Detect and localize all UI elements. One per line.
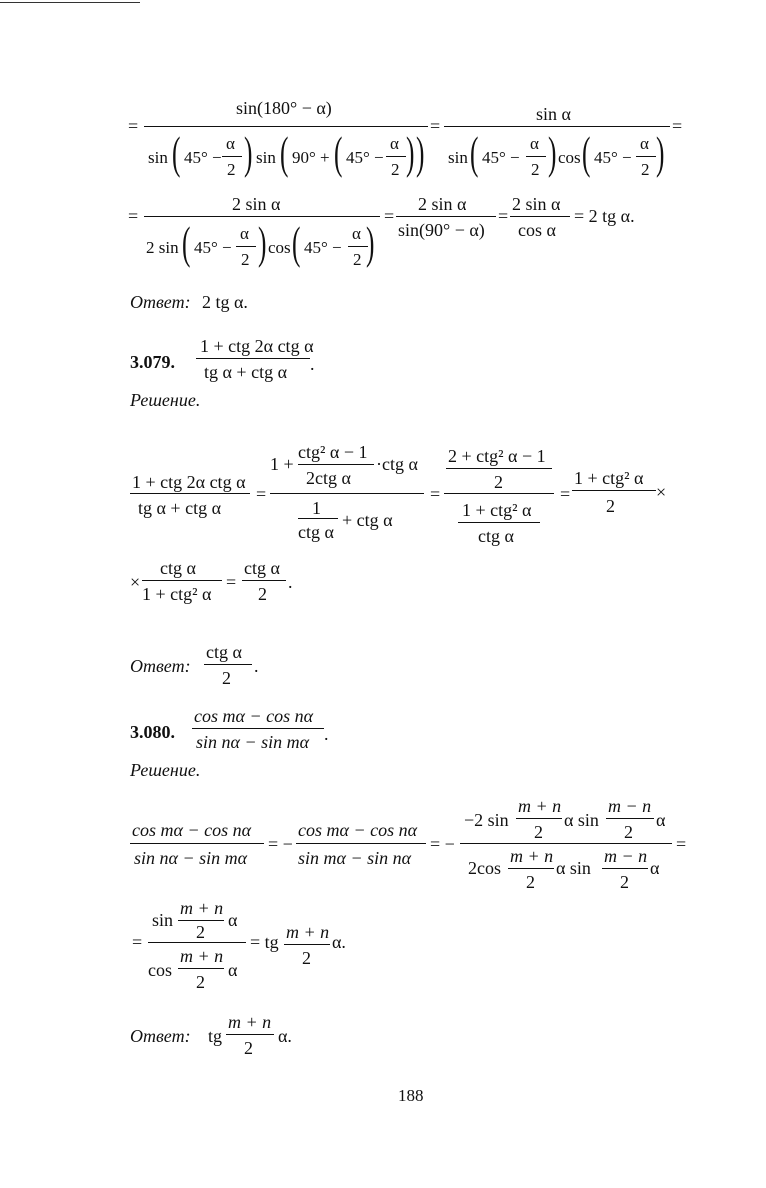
result-tail: α. bbox=[332, 932, 346, 952]
equals: = bbox=[676, 834, 687, 854]
problem-numerator: cos mα − cos nα bbox=[194, 706, 314, 726]
fraction-bar bbox=[296, 843, 426, 844]
small-numerator: 2 + ctg² α − 1 bbox=[448, 446, 546, 466]
small-fraction-bar bbox=[236, 246, 256, 247]
denominator-part: sin bbox=[448, 148, 468, 167]
left-paren: ( bbox=[182, 217, 191, 268]
denominator: sin(90° − α) bbox=[398, 220, 485, 240]
small-denominator: 2 bbox=[641, 160, 650, 179]
denominator-part: 45° − bbox=[346, 148, 384, 167]
small-denominator: ctg α bbox=[298, 522, 334, 542]
answer-label: Ответ: bbox=[130, 1026, 191, 1046]
denominator-part: 2cos bbox=[468, 858, 501, 878]
left-paren: ( bbox=[292, 217, 301, 268]
small-fraction-bar bbox=[526, 156, 546, 157]
right-paren: ) bbox=[406, 127, 415, 178]
small-numerator: α bbox=[226, 134, 235, 153]
small-denominator: 2 bbox=[196, 922, 205, 942]
equals: = bbox=[226, 572, 237, 592]
denominator: 1 + ctg² α bbox=[142, 584, 212, 604]
left-paren: ( bbox=[172, 127, 181, 178]
small-denominator: 2 bbox=[526, 872, 535, 892]
period: . bbox=[310, 354, 315, 374]
small-denominator: 2 bbox=[624, 822, 633, 842]
small-fraction-bar bbox=[178, 920, 224, 921]
left-paren: ( bbox=[470, 127, 479, 178]
equals: = bbox=[498, 206, 509, 226]
denominator-part: 90° + bbox=[292, 148, 330, 167]
denominator-part: 2 sin bbox=[146, 238, 179, 257]
equals-tg: = tg bbox=[250, 932, 279, 952]
numerator: cos mα − cos nα bbox=[132, 820, 252, 840]
denominator-part: sin bbox=[256, 148, 276, 167]
numerator-part: ·ctg α bbox=[376, 454, 418, 474]
small-denominator: 2 bbox=[391, 160, 400, 179]
result: = 2 tg α. bbox=[574, 206, 635, 226]
equals: = bbox=[430, 116, 441, 136]
small-numerator: α bbox=[352, 224, 361, 243]
denominator-part: + ctg α bbox=[342, 510, 393, 530]
numerator: sin(180° − α) bbox=[236, 98, 332, 118]
fraction-bar bbox=[572, 490, 656, 491]
denominator: 2 bbox=[606, 496, 615, 516]
period: . bbox=[288, 572, 293, 592]
small-fraction-bar bbox=[348, 246, 368, 247]
numerator: sin α bbox=[536, 104, 571, 124]
denominator: sin mα − sin nα bbox=[298, 848, 412, 868]
answer-tail: α. bbox=[278, 1026, 292, 1046]
fraction-bar bbox=[130, 493, 250, 494]
small-fraction-bar bbox=[508, 868, 554, 869]
problem-numerator: 1 + ctg 2α ctg α bbox=[200, 336, 314, 356]
numerator: 2 sin α bbox=[418, 194, 467, 214]
equals-minus: = − bbox=[268, 834, 293, 854]
equals: = bbox=[384, 206, 395, 226]
small-denominator: 2 bbox=[241, 250, 250, 269]
small-numerator: 1 bbox=[312, 498, 321, 518]
numerator-part: −2 sin bbox=[464, 810, 509, 830]
small-numerator: m + n bbox=[180, 898, 224, 918]
small-numerator: m + n bbox=[518, 796, 562, 816]
solution-label: Решение. bbox=[130, 390, 201, 410]
right-paren: ) bbox=[656, 127, 665, 178]
small-denominator: 2 bbox=[196, 972, 205, 992]
denominator: tg α + ctg α bbox=[138, 498, 222, 518]
denominator-part: 45° − bbox=[194, 238, 232, 257]
equals: = bbox=[128, 116, 139, 136]
numerator-part: α bbox=[228, 910, 238, 930]
small-fraction-bar bbox=[602, 868, 648, 869]
small-denominator: ctg α bbox=[478, 526, 514, 546]
scan-top-line bbox=[0, 2, 140, 3]
small-denominator: 2ctg α bbox=[306, 468, 351, 488]
fraction-bar bbox=[204, 664, 252, 665]
small-fraction-bar bbox=[298, 464, 374, 465]
small-denominator: 2 bbox=[353, 250, 362, 269]
fraction-bar bbox=[396, 216, 496, 217]
right-paren: ) bbox=[548, 127, 557, 178]
numerator: 1 + ctg² α bbox=[574, 468, 644, 488]
small-fraction-bar bbox=[458, 522, 540, 523]
small-fraction-bar bbox=[222, 156, 242, 157]
fraction-bar bbox=[148, 942, 246, 943]
right-paren: ) bbox=[416, 127, 425, 178]
problem-number: 3.080. bbox=[130, 722, 175, 742]
right-paren: ) bbox=[258, 217, 267, 268]
times-sign: × bbox=[130, 572, 141, 592]
answer-label: Ответ: bbox=[130, 292, 191, 312]
equals: = bbox=[430, 484, 441, 504]
numerator-part: 1 + bbox=[270, 454, 294, 474]
small-fraction-bar bbox=[606, 818, 654, 819]
numerator-part: α bbox=[656, 810, 666, 830]
small-numerator: m + n bbox=[510, 846, 554, 866]
small-numerator: m + n bbox=[228, 1012, 272, 1032]
denominator-part: 45° − bbox=[304, 238, 342, 257]
denominator-part: 45° − bbox=[482, 148, 520, 167]
denominator: sin nα − sin mα bbox=[134, 848, 248, 868]
small-numerator: α bbox=[390, 134, 399, 153]
denominator: 2 bbox=[258, 584, 267, 604]
equals: = bbox=[256, 484, 267, 504]
numerator: 2 sin α bbox=[512, 194, 561, 214]
small-fraction-bar bbox=[178, 968, 224, 969]
numerator: 2 sin α bbox=[232, 194, 281, 214]
small-numerator: m + n bbox=[180, 946, 224, 966]
small-numerator: α bbox=[530, 134, 539, 153]
denominator-part: cos bbox=[558, 148, 581, 167]
small-fraction-bar bbox=[446, 468, 552, 469]
equals: = bbox=[560, 484, 571, 504]
answer-value: 2 tg α. bbox=[202, 292, 248, 312]
answer-numerator: ctg α bbox=[206, 642, 242, 662]
fraction-bar bbox=[142, 580, 222, 581]
answer-denominator: 2 bbox=[222, 668, 231, 688]
solution-label: Решение. bbox=[130, 760, 201, 780]
small-numerator: α bbox=[240, 224, 249, 243]
problem-number: 3.079. bbox=[130, 352, 175, 372]
denominator-part: α bbox=[228, 960, 238, 980]
fraction-bar bbox=[192, 728, 324, 729]
numerator: 1 + ctg 2α ctg α bbox=[132, 472, 246, 492]
small-numerator: m − n bbox=[604, 846, 648, 866]
small-fraction-bar bbox=[386, 156, 406, 157]
small-fraction-bar bbox=[636, 156, 656, 157]
small-numerator: m + n bbox=[286, 922, 330, 942]
times-sign: × bbox=[656, 482, 667, 502]
small-numerator: 1 + ctg² α bbox=[462, 500, 532, 520]
left-paren: ( bbox=[280, 127, 289, 178]
numerator: cos mα − cos nα bbox=[298, 820, 418, 840]
denominator-part: sin bbox=[148, 148, 168, 167]
answer-label: Ответ: bbox=[130, 656, 191, 676]
fraction-bar bbox=[444, 493, 554, 494]
small-denominator: 2 bbox=[534, 822, 543, 842]
denominator: cos α bbox=[518, 220, 556, 240]
fraction-bar bbox=[460, 843, 672, 844]
fraction-bar bbox=[510, 216, 570, 217]
left-paren: ( bbox=[582, 127, 591, 178]
small-denominator: 2 bbox=[531, 160, 540, 179]
fraction-bar bbox=[270, 493, 424, 494]
small-fraction-bar bbox=[298, 518, 338, 519]
denominator-part: 45° − bbox=[184, 148, 222, 167]
small-denominator: 2 bbox=[227, 160, 236, 179]
denominator-part: α sin bbox=[556, 858, 591, 878]
small-denominator: 2 bbox=[620, 872, 629, 892]
left-paren: ( bbox=[334, 127, 343, 178]
problem-denominator: sin nα − sin mα bbox=[196, 732, 310, 752]
denominator-part: cos bbox=[268, 238, 291, 257]
small-fraction-bar bbox=[284, 944, 330, 945]
small-numerator: m − n bbox=[608, 796, 652, 816]
period: . bbox=[324, 724, 329, 744]
small-denominator: 2 bbox=[302, 948, 311, 968]
fraction-bar bbox=[130, 843, 264, 844]
fraction-bar bbox=[196, 358, 310, 359]
equals: = bbox=[128, 206, 139, 226]
small-denominator: 2 bbox=[494, 472, 503, 492]
small-numerator: α bbox=[640, 134, 649, 153]
period: . bbox=[254, 656, 259, 676]
page-number: 188 bbox=[398, 1086, 424, 1105]
right-paren: ) bbox=[244, 127, 253, 178]
fraction-bar bbox=[242, 580, 286, 581]
answer-tg: tg bbox=[208, 1026, 223, 1046]
numerator: ctg α bbox=[160, 558, 196, 578]
numerator: ctg α bbox=[244, 558, 280, 578]
right-paren: ) bbox=[366, 217, 375, 268]
small-fraction-bar bbox=[516, 818, 562, 819]
problem-denominator: tg α + ctg α bbox=[204, 362, 288, 382]
numerator-part: α sin bbox=[564, 810, 599, 830]
small-numerator: ctg² α − 1 bbox=[298, 442, 368, 462]
equals-minus: = − bbox=[430, 834, 455, 854]
small-denominator: 2 bbox=[244, 1038, 253, 1058]
denominator-part: cos bbox=[148, 960, 172, 980]
equals: = bbox=[672, 116, 683, 136]
denominator-part: 45° − bbox=[594, 148, 632, 167]
small-fraction-bar bbox=[226, 1034, 274, 1035]
equals: = bbox=[132, 932, 143, 952]
denominator-part: α bbox=[650, 858, 660, 878]
numerator-part: sin bbox=[152, 910, 174, 930]
